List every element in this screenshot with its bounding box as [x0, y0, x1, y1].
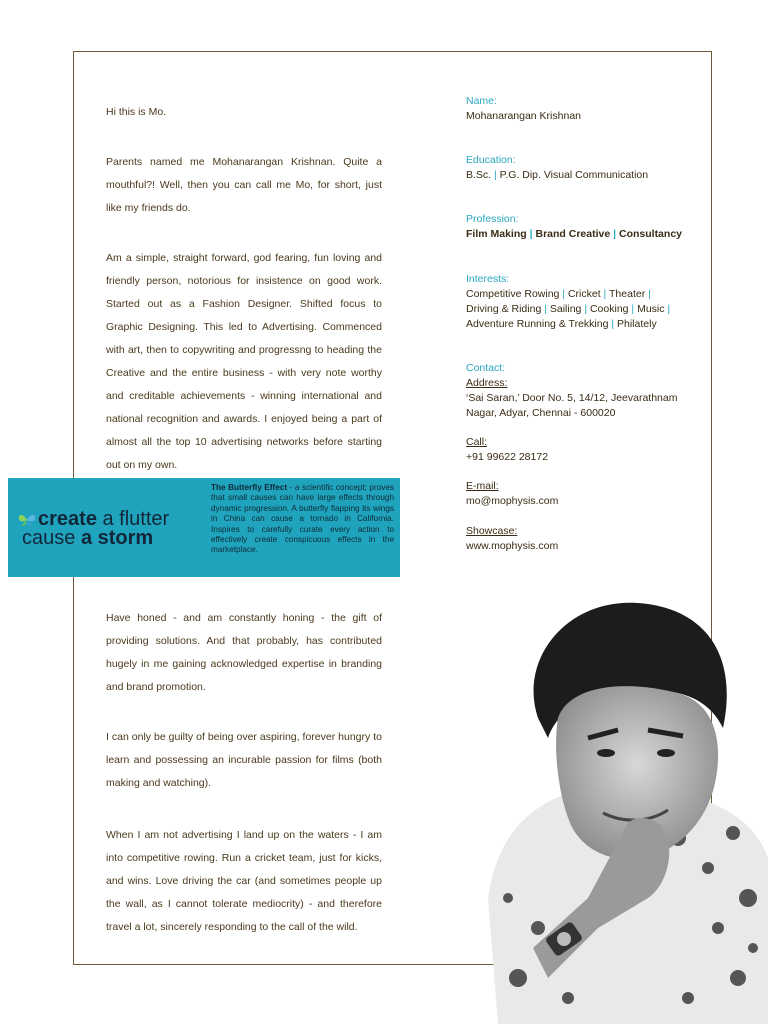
expertise-paragraph: Have honed - and am constantly honing - the gift of providing solutions. And that probably, has contributed hugely in me gaining acknowledged expertise in branding and brand promotion.	[106, 611, 382, 693]
tagline-cause: cause	[22, 527, 81, 549]
address-line-2: Nagar, Adyar, Chennai - 600020	[466, 407, 616, 419]
tagline-line-2	[22, 527, 153, 549]
email-section	[466, 479, 706, 509]
interests-line-3: Adventure Running & Trekking | Philately	[466, 318, 657, 330]
education-section	[466, 153, 706, 183]
passion-paragraph: I can only be guilty of being over aspiring, forever hungry to learn and possessing an incurable passion for films (both making and watching).	[106, 730, 382, 789]
tagline-storm: a storm	[80, 527, 154, 549]
butterfly-banner	[8, 478, 400, 577]
showcase-section	[466, 524, 706, 554]
email-value[interactable]: mo@mophysis.com	[466, 495, 559, 507]
portrait-photo	[478, 598, 768, 1024]
about-paragraph: Am a simple, straight forward, god fearing, fun loving and friendly person, notorious for insistence on good work. Started out as a Fashion Designer. Shifted focus to Graphic Designing. This led to Advertising. Commenced with art, then to copywriting and progressng to heading the Creative and the entire business - with very note worthy and creditable achievements - winning international and national recognition and awards. I enjoyed being a part of almost all the top 10 advertising networks before starting out on my own.	[106, 251, 382, 471]
butterfly-icon	[18, 513, 36, 527]
tagline-flutter: a flutter	[96, 508, 170, 530]
interests-section	[466, 272, 706, 332]
profession-label: Profession:	[466, 213, 519, 225]
intro-greeting: Hi this is Mo.	[106, 105, 167, 118]
name-value: Mohanarangan Krishnan	[466, 110, 581, 122]
name-section	[466, 94, 706, 124]
profession-section	[466, 212, 706, 242]
education-value: B.Sc. | P.G. Dip. Visual Communication	[466, 169, 649, 181]
interests-label: Interests:	[466, 273, 510, 285]
butterfly-effect-description	[211, 483, 394, 556]
education-label: Education:	[466, 154, 516, 166]
butterfly-effect-body: - a scientific concept; proves that small causes can have large effects through dynamic progression. A butterfly flapping its wings in China can cause a tornado in California. Inspires to carefully curate every action to effectively create conspicuous effects in the marketplace.	[211, 483, 394, 555]
name-label: Name:	[466, 95, 497, 107]
interests-line-2: Driving & Riding | Sailing | Cooking | Music |	[466, 303, 671, 315]
call-value[interactable]: +91 99622 28172	[466, 451, 549, 463]
tagline-create: create	[38, 508, 97, 530]
showcase-link[interactable]: www.mophysis.com	[466, 540, 559, 552]
interests-line-1: Competitive Rowing | Cricket | Theater |	[466, 288, 651, 300]
profession-value: Film Making | Brand Creative | Consultancy	[466, 228, 682, 240]
email-label: E-mail:	[466, 480, 499, 492]
address-label: Address:	[466, 377, 508, 389]
address-line-1: ‘Sai Saran,’ Door No. 5, 14/12, Jeevarathnam	[466, 392, 678, 404]
contact-label: Contact:	[466, 362, 506, 374]
hobbies-paragraph: When I am not advertising I land up on the waters - I am into competitive rowing. Run a cricket team, just for kicks, and wins. Love driving the car (and sometimes people up the wall, as I cannot tolerate mediocrity) - and therefore travel a lot, sincerely responding to the call of the wild.	[106, 828, 382, 933]
showcase-label: Showcase:	[466, 525, 518, 537]
intro-name-paragraph: Parents named me Mohanarangan Krishnan. Quite a mouthful?! Well, then you can call me Mo, for short, just like my friends do.	[106, 155, 382, 214]
call-section	[466, 435, 706, 465]
call-label: Call:	[466, 436, 488, 448]
contact-section	[466, 361, 706, 421]
butterfly-effect-title: The Butterfly Effect	[211, 483, 288, 492]
